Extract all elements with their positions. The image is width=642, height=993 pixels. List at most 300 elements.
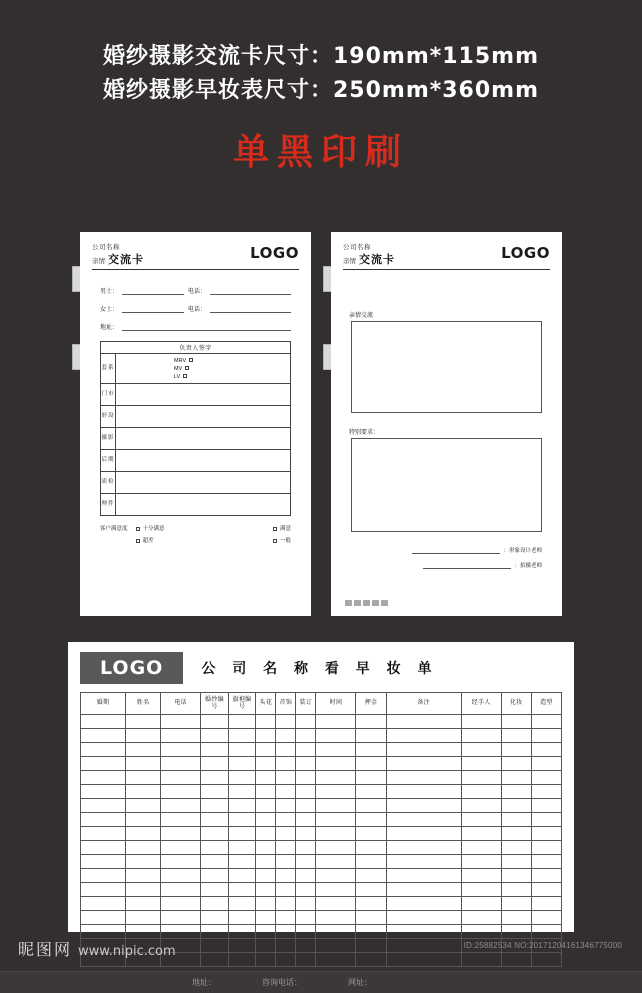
column-header-headflower: 头花: [256, 693, 276, 715]
table-cell[interactable]: [126, 869, 161, 883]
card-right-spine-bottom: [323, 344, 331, 370]
table-cell[interactable]: [201, 869, 229, 883]
mv-option-mrv: MRV: [174, 357, 187, 364]
table-cell[interactable]: [316, 855, 356, 869]
table-cell[interactable]: [276, 813, 296, 827]
table-cell[interactable]: [81, 757, 126, 771]
box-a-label: 亲情交流: [349, 313, 374, 319]
column-header-styling: 造型: [531, 693, 561, 715]
table-cell[interactable]: [201, 715, 229, 729]
table-cell[interactable]: [81, 897, 126, 911]
table-cell[interactable]: [386, 841, 461, 855]
table-cell[interactable]: [386, 897, 461, 911]
table-cell[interactable]: [531, 869, 561, 883]
row-label-taoxi: 套系: [101, 354, 116, 384]
table-cell[interactable]: [81, 855, 126, 869]
sign-cell-xingshe[interactable]: [116, 406, 291, 428]
table-cell[interactable]: [256, 911, 276, 925]
table-row: [81, 869, 562, 883]
signature-input-stylist[interactable]: [412, 547, 500, 554]
table-cell[interactable]: [126, 813, 161, 827]
table-cell[interactable]: [316, 911, 356, 925]
table-cell[interactable]: [81, 785, 126, 799]
table-cell[interactable]: [316, 729, 356, 743]
checkbox-lv[interactable]: [183, 374, 187, 378]
table-cell[interactable]: [126, 743, 161, 757]
table-cell[interactable]: [531, 855, 561, 869]
table-cell[interactable]: [501, 869, 531, 883]
logo-text: LOGO: [250, 244, 299, 262]
satisfaction-option-verybad[interactable]: [136, 536, 165, 544]
table-cell[interactable]: [201, 855, 229, 869]
table-cell[interactable]: [126, 757, 161, 771]
table-cell[interactable]: [126, 841, 161, 855]
table-cell[interactable]: [356, 771, 386, 785]
table-cell[interactable]: [256, 869, 276, 883]
column-header-makeup: 化妆: [501, 693, 531, 715]
table-cell[interactable]: [296, 827, 316, 841]
box-a-area[interactable]: [351, 321, 542, 413]
row-label-sheying: 摄影: [101, 428, 116, 450]
table-cell[interactable]: [461, 729, 501, 743]
table-cell[interactable]: [81, 883, 126, 897]
table-cell[interactable]: [356, 799, 386, 813]
table-cell[interactable]: [201, 785, 229, 799]
table-row: [101, 406, 291, 428]
table-cell[interactable]: [461, 757, 501, 771]
table-cell[interactable]: [201, 729, 229, 743]
table-cell[interactable]: [126, 771, 161, 785]
table-cell[interactable]: [228, 855, 256, 869]
table-cell[interactable]: [81, 911, 126, 925]
table-cell[interactable]: [201, 743, 229, 757]
sheet-title: 公 司 名 称 看 早 妆 单: [201, 661, 438, 677]
table-cell[interactable]: [461, 855, 501, 869]
table-cell[interactable]: [256, 799, 276, 813]
table-cell[interactable]: [501, 911, 531, 925]
sign-cell-sheying[interactable]: [116, 428, 291, 450]
table-cell[interactable]: [161, 729, 201, 743]
table-cell[interactable]: [276, 743, 296, 757]
table-cell[interactable]: [81, 799, 126, 813]
table-cell[interactable]: [228, 729, 256, 743]
field-label-male: 男士：: [100, 289, 119, 295]
satisfaction-section: [100, 524, 291, 544]
table-cell[interactable]: [386, 883, 461, 897]
satisfaction-option-satisfied[interactable]: [273, 524, 291, 532]
table-cell[interactable]: [296, 785, 316, 799]
table-cell[interactable]: [81, 715, 126, 729]
satisfaction-col-1: [136, 524, 165, 544]
table-cell[interactable]: [356, 897, 386, 911]
table-cell[interactable]: [316, 715, 356, 729]
table-cell[interactable]: [461, 841, 501, 855]
table-cell[interactable]: [228, 785, 256, 799]
table-cell[interactable]: [256, 883, 276, 897]
table-cell[interactable]: [201, 757, 229, 771]
table-cell[interactable]: [356, 757, 386, 771]
table-cell[interactable]: [501, 729, 531, 743]
table-cell[interactable]: [256, 855, 276, 869]
table-cell[interactable]: [228, 757, 256, 771]
table-cell[interactable]: [461, 911, 501, 925]
table-cell[interactable]: [126, 799, 161, 813]
table-cell[interactable]: [531, 883, 561, 897]
table-cell[interactable]: [461, 869, 501, 883]
table-cell[interactable]: [228, 911, 256, 925]
table-cell[interactable]: [531, 827, 561, 841]
table-cell[interactable]: [201, 771, 229, 785]
table-row: [81, 715, 562, 729]
table-row: [101, 428, 291, 450]
table-cell[interactable]: [386, 785, 461, 799]
barcode-mark: [345, 600, 352, 606]
table-cell[interactable]: [256, 785, 276, 799]
table-cell[interactable]: [461, 799, 501, 813]
sign-cell-lijian[interactable]: [116, 494, 291, 516]
table-cell[interactable]: [461, 897, 501, 911]
mv-option-lv: LV: [174, 373, 181, 380]
table-row: [81, 785, 562, 799]
table-cell[interactable]: [161, 813, 201, 827]
table-cell[interactable]: [356, 855, 386, 869]
table-cell[interactable]: [356, 883, 386, 897]
table-cell[interactable]: [161, 869, 201, 883]
table-cell[interactable]: [501, 827, 531, 841]
sign-cell-menshi[interactable]: [116, 384, 291, 406]
signature-line-stylist: [351, 546, 542, 554]
schedule-table-body: [81, 715, 562, 967]
table-cell[interactable]: [501, 757, 531, 771]
row-label-xingshe: 形设: [101, 406, 116, 428]
table-cell[interactable]: [276, 785, 296, 799]
table-cell[interactable]: [161, 785, 201, 799]
table-cell[interactable]: [161, 799, 201, 813]
card-title-prefix: 亲情: [92, 258, 105, 265]
table-cell[interactable]: [161, 743, 201, 757]
table-cell[interactable]: [356, 869, 386, 883]
table-row: [81, 813, 562, 827]
header-divider: [92, 269, 299, 270]
table-cell[interactable]: [126, 883, 161, 897]
table-cell[interactable]: [126, 855, 161, 869]
table-cell[interactable]: [501, 771, 531, 785]
table-cell[interactable]: [531, 757, 561, 771]
table-cell[interactable]: [161, 883, 201, 897]
table-cell[interactable]: [461, 785, 501, 799]
table-cell[interactable]: [296, 799, 316, 813]
logo-badge: LOGO: [80, 652, 183, 684]
table-cell[interactable]: [276, 715, 296, 729]
table-cell[interactable]: [356, 841, 386, 855]
sheet-header: [80, 652, 562, 684]
table-cell[interactable]: [126, 785, 161, 799]
table-cell[interactable]: [256, 813, 276, 827]
watermark-site-name: 昵图网: [18, 940, 73, 959]
table-cell[interactable]: [256, 897, 276, 911]
table-cell[interactable]: [161, 757, 201, 771]
sign-cell-zhijian[interactable]: [116, 472, 291, 494]
table-cell[interactable]: [126, 897, 161, 911]
table-cell[interactable]: [81, 771, 126, 785]
table-cell[interactable]: [276, 911, 296, 925]
table-cell[interactable]: [501, 785, 531, 799]
table-cell[interactable]: [161, 771, 201, 785]
table-cell[interactable]: [296, 813, 316, 827]
barcode-mark: [372, 600, 379, 606]
checkbox-mrv[interactable]: [189, 358, 193, 362]
column-header-phone: 电话: [161, 693, 201, 715]
table-cell[interactable]: [461, 743, 501, 757]
table-cell[interactable]: [296, 883, 316, 897]
table-cell[interactable]: [161, 911, 201, 925]
table-cell[interactable]: [531, 813, 561, 827]
table-cell[interactable]: [316, 743, 356, 757]
table-cell[interactable]: [228, 715, 256, 729]
table-cell[interactable]: [386, 729, 461, 743]
table-cell[interactable]: [81, 869, 126, 883]
table-cell[interactable]: [228, 799, 256, 813]
table-cell[interactable]: [501, 799, 531, 813]
table-cell[interactable]: [531, 743, 561, 757]
table-cell[interactable]: [256, 771, 276, 785]
table-cell[interactable]: [316, 785, 356, 799]
card-left: [80, 232, 311, 616]
table-cell[interactable]: [256, 827, 276, 841]
table-cell[interactable]: [81, 827, 126, 841]
table-cell[interactable]: [81, 729, 126, 743]
card-previews: [0, 232, 642, 616]
table-cell[interactable]: [276, 729, 296, 743]
table-cell[interactable]: [126, 911, 161, 925]
table-cell[interactable]: [228, 771, 256, 785]
table-cell[interactable]: [81, 813, 126, 827]
checkbox-average[interactable]: [273, 539, 277, 543]
table-cell[interactable]: [201, 799, 229, 813]
table-cell[interactable]: [81, 841, 126, 855]
table-cell[interactable]: [296, 771, 316, 785]
table-cell[interactable]: [276, 841, 296, 855]
table-cell[interactable]: [501, 897, 531, 911]
table-cell[interactable]: [316, 841, 356, 855]
table-row: [101, 472, 291, 494]
table-cell[interactable]: [531, 897, 561, 911]
column-header-time: 时间: [316, 693, 356, 715]
table-cell[interactable]: [276, 869, 296, 883]
table-cell[interactable]: [501, 715, 531, 729]
table-cell[interactable]: [501, 813, 531, 827]
field-input-male-name[interactable]: [122, 288, 184, 295]
table-cell[interactable]: [531, 771, 561, 785]
table-cell[interactable]: [296, 757, 316, 771]
table-cell[interactable]: [356, 813, 386, 827]
table-cell[interactable]: [386, 799, 461, 813]
table-cell[interactable]: [201, 841, 229, 855]
checkbox-very-bad[interactable]: [136, 539, 140, 543]
footer-website-label: 网址：: [348, 978, 372, 987]
label-satisfied: 满意: [279, 526, 291, 532]
table-cell[interactable]: [126, 715, 161, 729]
table-cell[interactable]: [228, 813, 256, 827]
table-cell[interactable]: [296, 841, 316, 855]
signature-input-photographer[interactable]: [423, 562, 511, 569]
table-cell[interactable]: [256, 757, 276, 771]
table-cell[interactable]: [316, 757, 356, 771]
asset-id-text: ID:25882534 NO:20171204161346775000: [463, 941, 622, 950]
table-cell[interactable]: [461, 827, 501, 841]
table-cell[interactable]: [501, 743, 531, 757]
table-row: [81, 883, 562, 897]
table-cell[interactable]: [501, 883, 531, 897]
table-cell[interactable]: [201, 911, 229, 925]
table-cell[interactable]: [276, 855, 296, 869]
table-cell[interactable]: [256, 729, 276, 743]
table-cell[interactable]: [356, 715, 386, 729]
table-cell[interactable]: [386, 869, 461, 883]
table-cell[interactable]: [501, 841, 531, 855]
table-cell[interactable]: [461, 771, 501, 785]
table-cell[interactable]: [201, 883, 229, 897]
table-cell[interactable]: [316, 883, 356, 897]
table-cell[interactable]: [386, 757, 461, 771]
table-cell[interactable]: [161, 855, 201, 869]
row-label-zhijian: 质检: [101, 472, 116, 494]
table-cell[interactable]: [161, 827, 201, 841]
table-cell[interactable]: [256, 715, 276, 729]
table-cell[interactable]: [228, 897, 256, 911]
satisfaction-option-very[interactable]: [136, 524, 165, 532]
table-cell[interactable]: [256, 841, 276, 855]
column-header-handler: 经手人: [461, 693, 501, 715]
table-cell[interactable]: [386, 911, 461, 925]
field-input-female-phone[interactable]: [210, 306, 291, 313]
table-cell[interactable]: [531, 785, 561, 799]
checkbox-satisfied[interactable]: [273, 527, 277, 531]
table-cell[interactable]: [296, 743, 316, 757]
barcode-mark: [363, 600, 370, 606]
table-cell[interactable]: [276, 771, 296, 785]
table-cell[interactable]: [276, 883, 296, 897]
table-cell[interactable]: [296, 869, 316, 883]
table-row: [81, 743, 562, 757]
table-cell[interactable]: [161, 897, 201, 911]
table-cell[interactable]: [461, 813, 501, 827]
column-header-remark: 备注: [386, 693, 461, 715]
table-cell[interactable]: [276, 757, 296, 771]
field-label-female: 女士：: [100, 307, 119, 313]
table-cell[interactable]: [201, 813, 229, 827]
table-cell[interactable]: [228, 869, 256, 883]
row-label-lijian: 理件: [101, 494, 116, 516]
table-cell[interactable]: [386, 715, 461, 729]
checkbox-mv[interactable]: [185, 366, 189, 370]
table-cell[interactable]: [531, 799, 561, 813]
table-cell[interactable]: [228, 827, 256, 841]
table-cell[interactable]: [316, 897, 356, 911]
table-cell[interactable]: [356, 827, 386, 841]
table-cell[interactable]: [531, 729, 561, 743]
table-row: [101, 354, 291, 384]
table-cell[interactable]: [316, 827, 356, 841]
table-cell[interactable]: [296, 855, 316, 869]
table-cell[interactable]: [228, 841, 256, 855]
table-cell[interactable]: [316, 813, 356, 827]
sign-cell-houqi[interactable]: [116, 450, 291, 472]
table-cell[interactable]: [316, 799, 356, 813]
header-red-line: 单黑印刷: [232, 131, 409, 173]
table-cell[interactable]: [386, 771, 461, 785]
signature-table: [100, 341, 291, 516]
table-cell[interactable]: [296, 715, 316, 729]
table-cell[interactable]: [228, 743, 256, 757]
table-cell[interactable]: [276, 897, 296, 911]
table-cell[interactable]: [531, 911, 561, 925]
table-cell[interactable]: [256, 743, 276, 757]
table-cell[interactable]: [201, 827, 229, 841]
table-cell[interactable]: [201, 897, 229, 911]
field-input-address[interactable]: [122, 324, 291, 331]
label-very-bad: 超差: [142, 538, 154, 544]
table-cell[interactable]: [296, 911, 316, 925]
table-row: [81, 911, 562, 925]
contact-fields: [92, 286, 299, 331]
field-input-female-name[interactable]: [122, 306, 184, 313]
table-cell[interactable]: [276, 799, 296, 813]
table-cell[interactable]: [81, 743, 126, 757]
table-cell[interactable]: [161, 715, 201, 729]
table-cell[interactable]: [461, 883, 501, 897]
table-cell[interactable]: [356, 785, 386, 799]
box-b-area[interactable]: [351, 438, 542, 532]
table-cell[interactable]: [386, 743, 461, 757]
table-cell[interactable]: [386, 855, 461, 869]
table-cell[interactable]: [316, 869, 356, 883]
table-cell[interactable]: [356, 911, 386, 925]
table-cell[interactable]: [296, 729, 316, 743]
table-row: [101, 342, 291, 354]
table-row: [101, 494, 291, 516]
satisfaction-option-average[interactable]: [273, 536, 291, 544]
table-cell[interactable]: [161, 841, 201, 855]
table-cell[interactable]: [386, 813, 461, 827]
field-input-male-phone[interactable]: [210, 288, 291, 295]
table-cell[interactable]: [228, 883, 256, 897]
table-cell[interactable]: [531, 841, 561, 855]
column-header-jewelry: 首饰: [276, 693, 296, 715]
table-cell[interactable]: [276, 827, 296, 841]
card-left-spine-top: [72, 266, 80, 292]
table-cell[interactable]: [501, 855, 531, 869]
mv-options-cell: [116, 354, 291, 384]
table-cell[interactable]: [126, 827, 161, 841]
table-cell[interactable]: [356, 743, 386, 757]
table-cell[interactable]: [531, 715, 561, 729]
table-cell[interactable]: [126, 729, 161, 743]
site-watermark: [18, 937, 176, 960]
satisfaction-label: 客户满意度: [100, 526, 128, 532]
table-cell[interactable]: [316, 771, 356, 785]
mv-option-mv: MV: [174, 365, 183, 372]
field-row-male: [100, 286, 291, 295]
table-cell[interactable]: [386, 827, 461, 841]
barcode-mark: [381, 600, 388, 606]
column-header-qipao-no: 旗袍编号: [228, 693, 256, 715]
checkbox-very-satisfied[interactable]: [136, 527, 140, 531]
table-cell[interactable]: [461, 715, 501, 729]
table-cell[interactable]: [356, 729, 386, 743]
signature-line-photographer: [351, 561, 542, 569]
table-cell[interactable]: [296, 897, 316, 911]
